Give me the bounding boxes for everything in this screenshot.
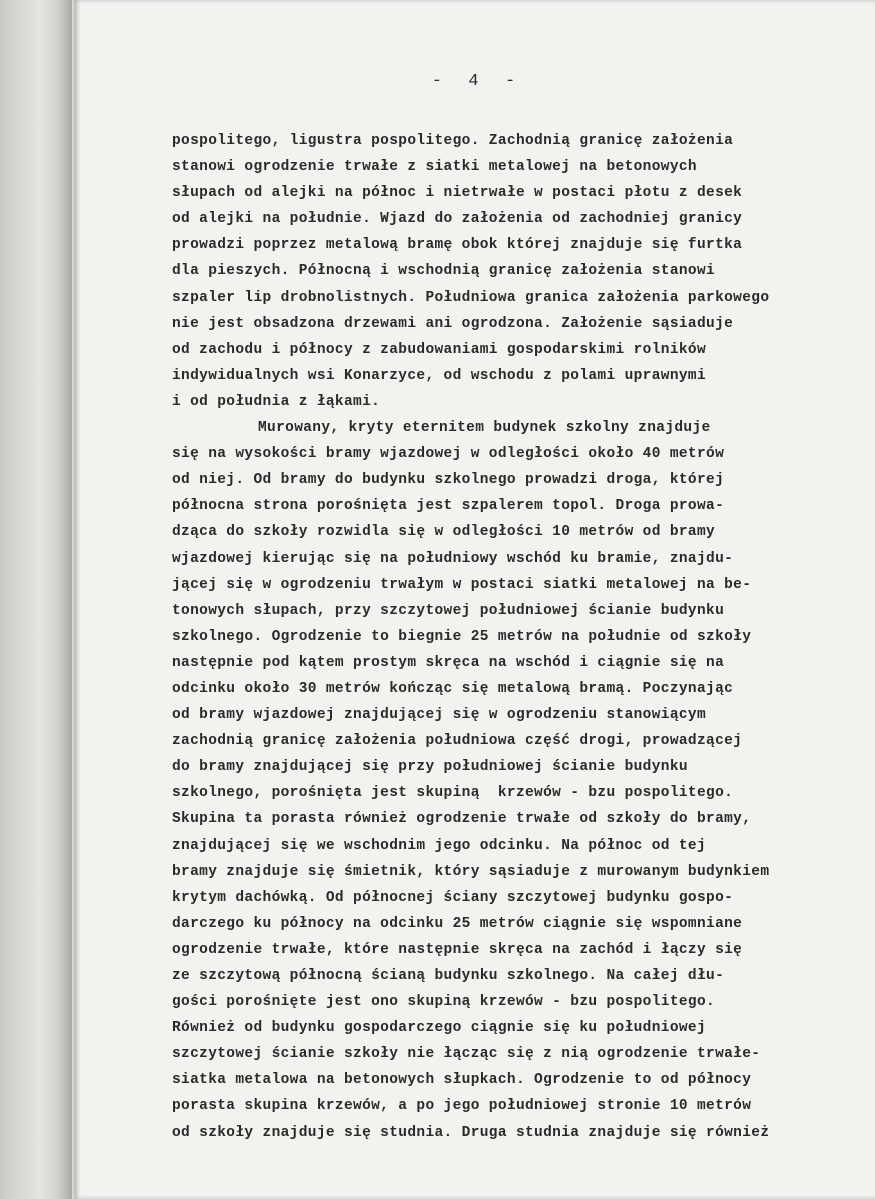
text-line: dząca do szkoły rozwidla się w odległości 10 metrów od bramy bbox=[172, 524, 716, 541]
document-page bbox=[74, 0, 875, 1199]
text-line: nie jest obsadzona drzewami ani ogrodzona. Założenie sąsiaduje bbox=[172, 315, 734, 332]
text-line: siatka metalowa na betonowych słupkach. Ogrodzenie to od północy bbox=[172, 1072, 752, 1089]
text-line: Skupina ta porasta również ogrodzenie trwałe od szkoły do bramy, bbox=[172, 811, 752, 828]
text-line: północna strona porośnięta jest szpalerem topol. Droga prowa- bbox=[172, 498, 725, 515]
text-line: szkolnego, porośnięta jest skupiną krzewów - bzu pospolitego. bbox=[172, 785, 734, 802]
text-line: od zachodu i północy z zabudowaniami gospodarskimi rolników bbox=[172, 341, 707, 358]
text-line: od niej. Od bramy do budynku szkolnego prowadzi droga, której bbox=[172, 472, 725, 489]
text-line: słupach od alejki na północ i nietrwałe w postaci płotu z desek bbox=[172, 185, 743, 202]
text-line: i od południa z łąkami. bbox=[172, 393, 381, 410]
text-line: szkolnego. Ogrodzenie to biegnie 25 metrów na południe od szkoły bbox=[172, 628, 752, 645]
text-line: odcinku około 30 metrów kończąc się metalową bramą. Poczynając bbox=[172, 680, 734, 697]
text-line: jącej się w ogrodzeniu trwałym w postaci siatki metalowej na be- bbox=[172, 576, 752, 593]
text-line: Również od budynku gospodarczego ciągnie się ku południowej bbox=[172, 1020, 707, 1037]
text-line: wjazdowej kierując się na południowy wschód ku bramie, znajdu- bbox=[172, 550, 734, 567]
text-line: dla pieszych. Północną i wschodnią granicę założenia stanowi bbox=[172, 263, 716, 280]
text-line: ogrodzenie trwałe, które następnie skręca na zachód i łączy się bbox=[172, 941, 743, 958]
text-line: indywidualnych wsi Konarzyce, od wschodu z polami uprawnymi bbox=[172, 367, 707, 384]
text-line: pospolitego, ligustra pospolitego. Zachodnią granicę założenia bbox=[172, 133, 734, 149]
text-line: następnie pod kątem prostym skręca na wschód i ciągnie się na bbox=[172, 654, 725, 671]
scanned-page-edge bbox=[0, 0, 72, 1199]
text-line: szpaler lip drobnolistnych. Południowa granica założenia parkowego bbox=[172, 289, 770, 306]
text-line: porasta skupina krzewów, a po jego południowej stronie 10 metrów bbox=[172, 1098, 752, 1115]
text-line: stanowi ogrodzenie trwałe z siatki metalowej na betonowych bbox=[172, 159, 697, 176]
text-line: znajdującej się we wschodnim jego odcinku. Na północ od tej bbox=[172, 837, 707, 854]
text-line: Murowany, kryty eternitem budynek szkolny znajduje bbox=[258, 420, 711, 437]
text-line: gości porośnięte jest ono skupiną krzewów - bzu pospolitego. bbox=[172, 994, 716, 1011]
text-line: od bramy wjazdowej znajdującej się w ogrodzeniu stanowiącym bbox=[172, 707, 707, 724]
text-line: darczego ku północy na odcinku 25 metrów ciągnie się wspomniane bbox=[172, 915, 743, 932]
text-line: szczytowej ścianie szkoły nie łącząc się z nią ogrodzenie trwałe- bbox=[172, 1046, 761, 1063]
body-text bbox=[172, 128, 872, 1146]
text-line: do bramy znajdującej się przy południowej ścianie budynku bbox=[172, 759, 688, 776]
text-line: ze szczytową północną ścianą budynku szkolnego. Na całej dłu- bbox=[172, 968, 725, 984]
page-number: - 4 - bbox=[431, 72, 518, 91]
text-line: od szkoły znajduje się studnia. Druga studnia znajduje się również bbox=[172, 1124, 770, 1141]
text-line: się na wysokości bramy wjazdowej w odległości około 40 metrów bbox=[172, 446, 725, 463]
text-line: krytym dachówką. Od północnej ściany szczytowej budynku gospo- bbox=[172, 889, 734, 906]
text-line: tonowych słupach, przy szczytowej południowej ścianie budynku bbox=[172, 602, 725, 619]
text-line: bramy znajduje się śmietnik, który sąsiaduje z murowanym budynkiem bbox=[172, 863, 770, 880]
text-line: od alejki na południe. Wjazd do założenia od zachodniej granicy bbox=[172, 211, 743, 228]
text-line: zachodnią granicę założenia południowa część drogi, prowadzącej bbox=[172, 733, 743, 750]
text-line: prowadzi poprzez metalową bramę obok której znajduje się furtka bbox=[172, 237, 743, 254]
